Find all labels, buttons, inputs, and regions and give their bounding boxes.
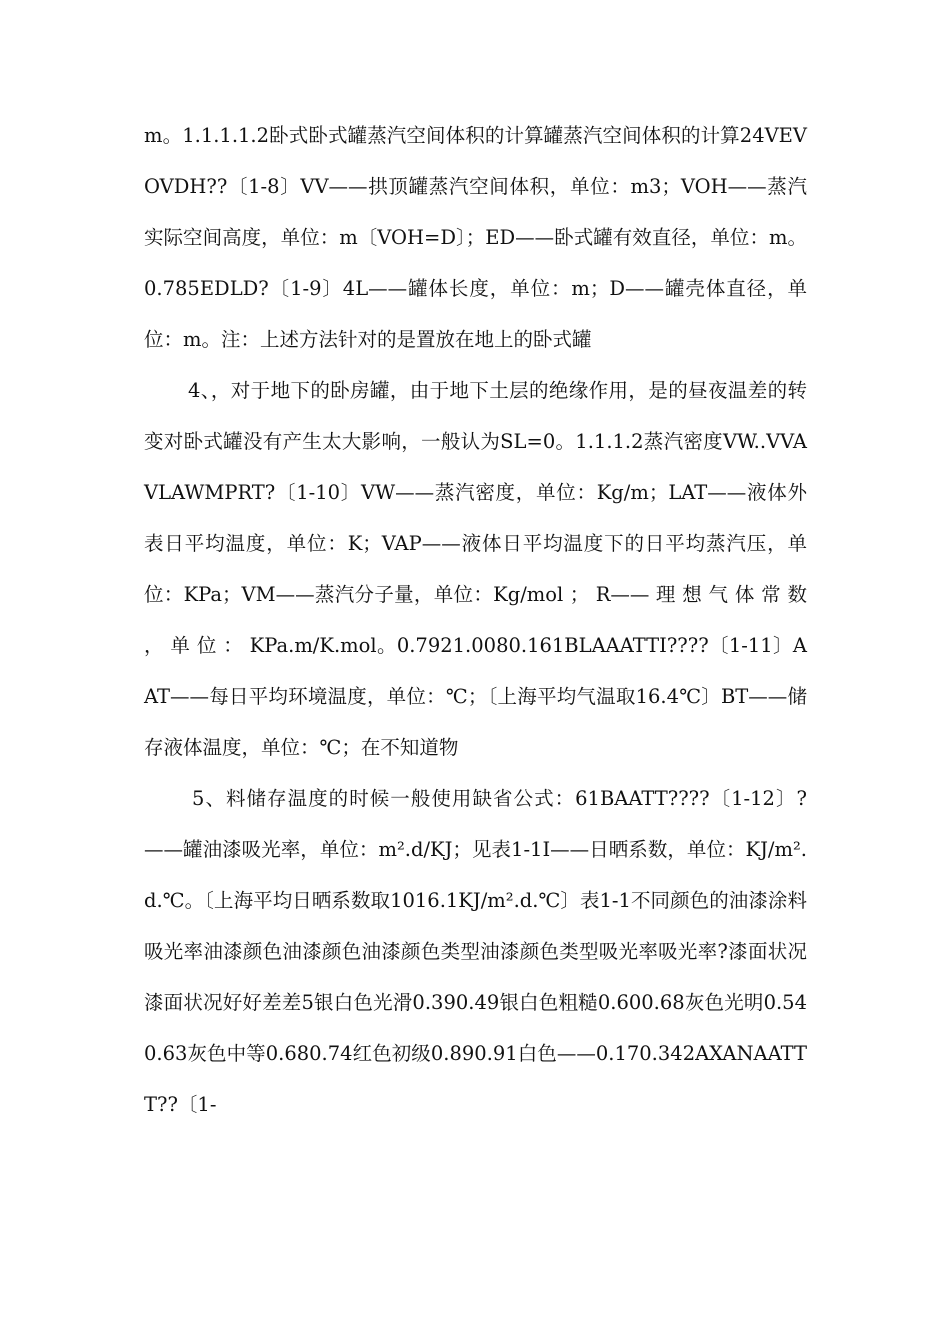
paragraph-2: 4、，对于地下的卧房罐，由于地下土层的绝缘作用，是的昼夜温差的转变对卧式罐没有产生太大影响，一般认为SL=0。1.1.1.2蒸汽密度VW..VVAVLAWMPRT?〔1-10〕VW——蒸汽密度，单位：Kg/m；LAT——液体外表日平均温度，单位：K；VAP——液体日平均温度下的日平均蒸汽压，单位：KPa；VM——蒸汽分子量，单位：Kg/mol ； R—— 理 想 气 体 常 数 ， 单 位 ： KPa.m/K.mol。0.7921.0080.161BLAAATTI????〔1-11〕AAT——每日平均环境温度，单位：℃；〔上海平均气温取16.4℃〕BT——储存液体温度，单位：℃；在不知道物 [144, 379, 807, 759]
body-text [144, 110, 807, 1130]
paragraph-1: m。1.1.1.1.2卧式卧式罐蒸汽空间体积的计算罐蒸汽空间体积的计算24VEVOVDH??〔1-8〕VV——拱顶罐蒸汽空间体积，单位：m3；VOH——蒸汽实际空间高度，单位：m〔VOH=D〕；ED——卧式罐有效直径，单位：m。0.785EDLD?〔1-9〕4L——罐体长度，单位：m；D——罐壳体直径，单位：m。注：上述方法针对的是置放在地上的卧式罐 [144, 124, 807, 351]
paragraph-3: 5、料储存温度的时候一般使用缺省公式：61BAATT????〔1-12〕?——罐油漆吸光率，单位：m².d/KJ；见表1-1I——日晒系数，单位：KJ/m².d.℃。〔上海平均日晒系数取1016.1KJ/m².d.℃〕表1-1不同颜色的油漆涂料吸光率油漆颜色油漆颜色油漆颜色类型油漆颜色类型吸光率吸光率?漆面状况漆面状况好好差差5银白色光滑0.390.49银白色粗糙0.600.68灰色光明0.540.63灰色中等0.680.74红色初级0.890.91白色——0.170.342AXANAATTT??〔1- [144, 787, 807, 1116]
